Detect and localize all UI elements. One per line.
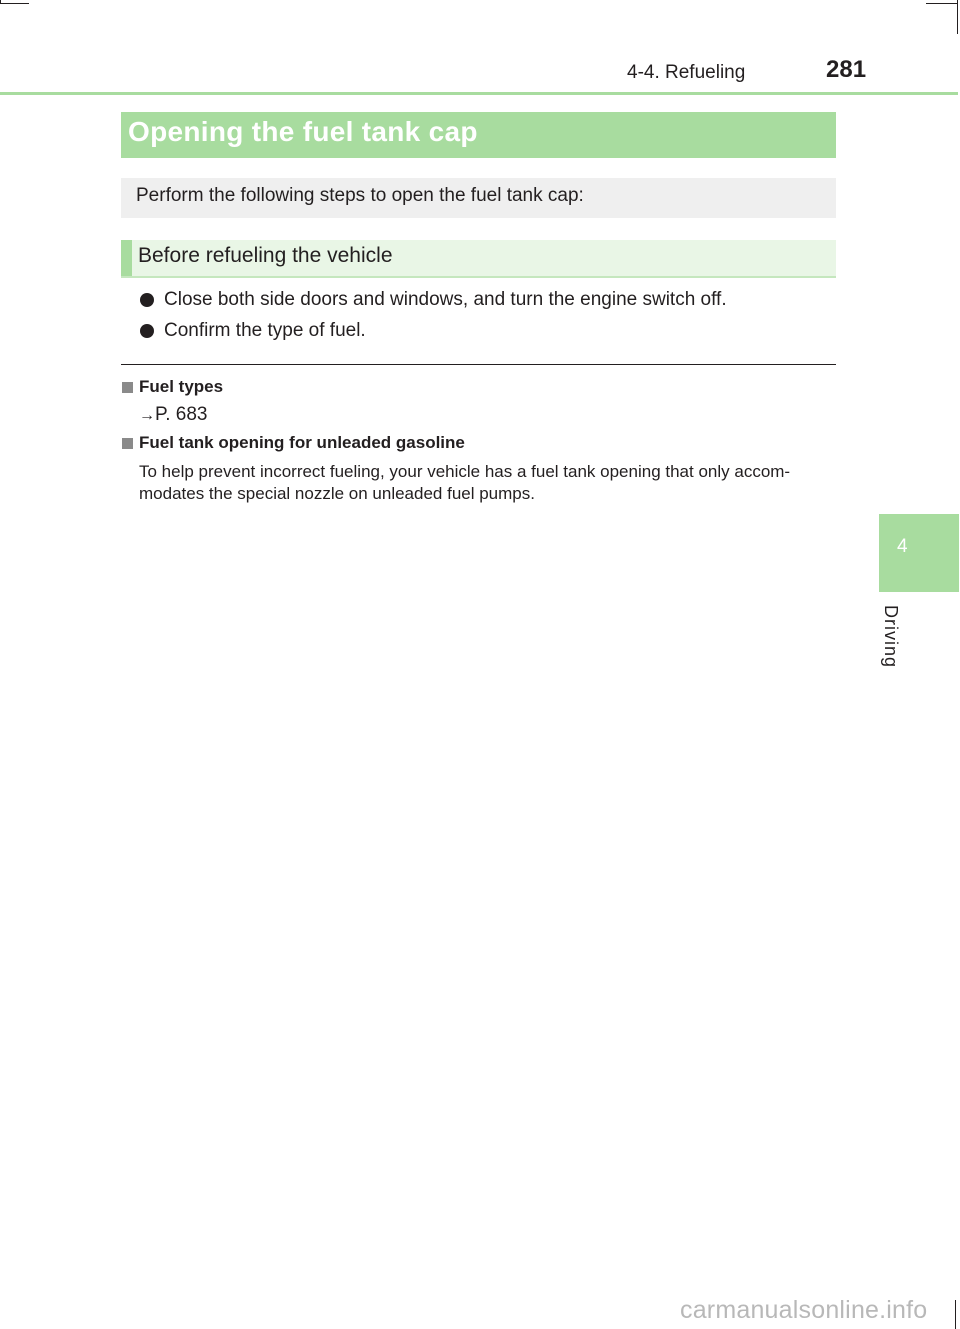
crop-mark-bottom-right (955, 1300, 956, 1329)
subsection-accent (121, 240, 132, 276)
section-title-bar (121, 112, 836, 158)
crop-mark-top-right (926, 3, 958, 4)
chapter-tab-number: 4 (897, 536, 908, 557)
crop-mark-top-left-h (0, 3, 29, 4)
note-body (139, 404, 836, 427)
note-title (121, 433, 836, 457)
bullet-text: Confirm the type of fuel. (164, 320, 366, 341)
bullet-dot-icon (140, 324, 154, 338)
note-fuel-types (121, 377, 836, 427)
note-title-text: Fuel types (139, 377, 224, 396)
page-reference-link[interactable]: P. 683 (155, 404, 208, 425)
note-title (121, 377, 836, 401)
watermark: carmanualsonline.info (680, 1296, 928, 1324)
note-body-text: To help prevent incorrect fueling, your vehicle has a fuel tank opening that only accom-modates the special nozzle on unleaded fuel pumps. (139, 462, 791, 503)
arrow-right-icon: → (139, 407, 155, 424)
note-title-text: Fuel tank opening for unleaded gasoline (139, 433, 465, 452)
subsection-title: Before refueling the vehicle (138, 244, 393, 267)
chapter-tab-label: Driving (881, 605, 901, 669)
section-title: Opening the fuel tank cap (128, 116, 478, 147)
square-bullet-icon (122, 382, 133, 393)
chapter-tab (879, 514, 959, 592)
intro-text: Perform the following steps to open the fuel tank cap: (136, 185, 584, 206)
crop-mark-top-right-v (957, 0, 958, 34)
bullet-dot-icon (140, 293, 154, 307)
subsection-heading-bar (121, 240, 836, 278)
note-unleaded-opening (121, 433, 836, 505)
section-divider (121, 364, 836, 365)
square-bullet-icon (122, 438, 133, 449)
page-number: 281 (826, 56, 867, 83)
bullet-text: Close both side doors and windows, and turn the engine switch off. (164, 289, 727, 310)
header-section-title: 4-4. Refueling (627, 62, 746, 83)
intro-box (121, 178, 836, 218)
header-rule (0, 92, 958, 95)
